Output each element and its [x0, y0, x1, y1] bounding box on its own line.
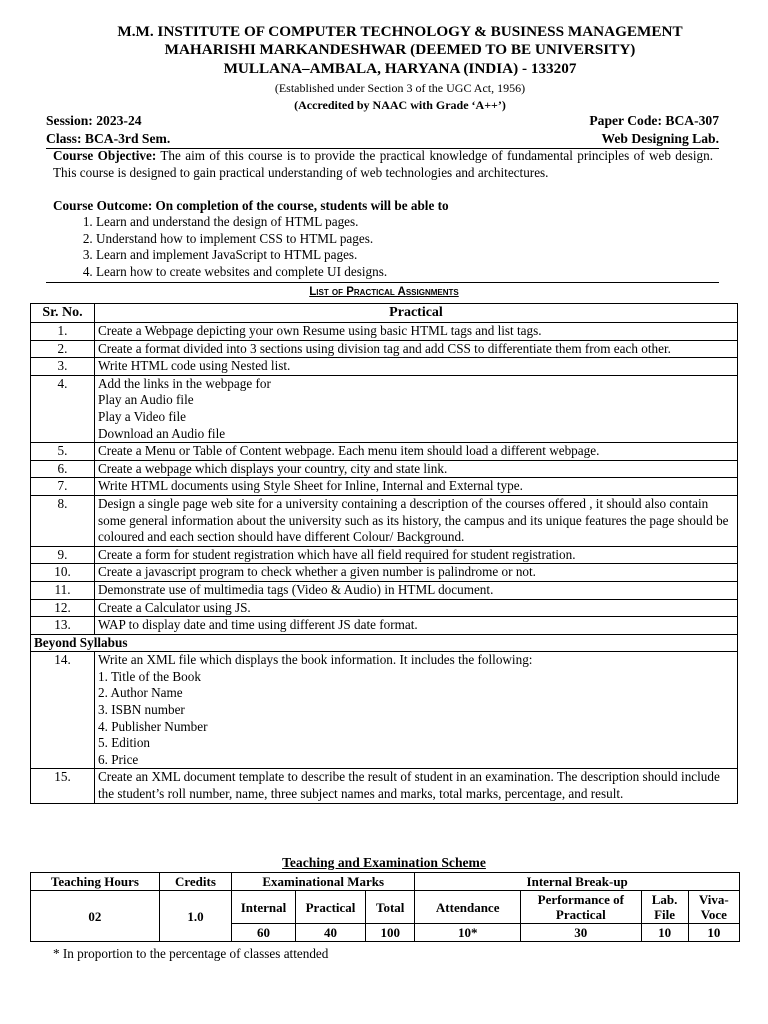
table-row — [31, 358, 738, 376]
credits-value: 1.0 — [159, 891, 231, 942]
internal-breakup-header: Internal Break-up — [415, 873, 740, 891]
paper-code-label: Paper Code: BCA-307 — [589, 113, 719, 128]
practical-text: 3. ISBN number — [98, 702, 185, 718]
beyond-syllabus-label: Beyond Syllabus — [31, 634, 738, 652]
institute-name: M.M. INSTITUTE OF COMPUTER TECHNOLOGY & BUSINESS MANAGEMENT — [117, 23, 683, 40]
university-address: MULLANA–AMBALA, HARYANA (INDIA) - 133207 — [223, 60, 577, 77]
list-item: 2. Understand how to implement CSS to HTML pages. — [96, 231, 756, 248]
course-outcome-list — [53, 214, 756, 280]
course-outcome-heading: Course Outcome: On completion of the course, students will be able to — [53, 198, 449, 213]
footnote: * In proportion to the percentage of classes attended — [53, 946, 329, 961]
practical-cell — [95, 769, 738, 803]
sr-no-cell: 12. — [31, 599, 95, 617]
practical-text: 1. Title of the Book — [98, 668, 201, 684]
practical-text: Design a single page web site for a university containing a description of the courses offered , it should also contain some general information about the university such as its history, the campus and its unique features the page should be coloured and each section should have different Colour/ Background. — [98, 495, 729, 545]
internal-value: 60 — [232, 924, 296, 942]
practical-text: 4. Publisher Number — [98, 718, 208, 734]
table-row — [31, 323, 738, 341]
table-row — [31, 460, 738, 478]
practical-text: 5. Edition — [98, 735, 151, 751]
practical-cell — [95, 460, 738, 478]
column-header-sr-no: Sr. No. — [31, 304, 95, 323]
lab-file-header: Lab. File — [641, 891, 688, 924]
practical-text: Create a javascript program to check whether a given number is palindrome or not. — [98, 564, 536, 580]
class-label: Class: BCA-3rd Sem. — [46, 131, 171, 146]
list-item: 1. Learn and understand the design of HTML pages. — [96, 214, 756, 231]
practical-text: Write HTML documents using Style Sheet for Inline, Internal and External type. — [98, 478, 523, 494]
credits-header: Credits — [159, 873, 231, 891]
practical-cell — [95, 375, 738, 442]
sr-no-cell: 5. — [31, 443, 95, 461]
sr-no-cell: 14. — [31, 652, 95, 769]
column-header-practical: Practical — [95, 304, 738, 323]
practical-cell — [95, 443, 738, 461]
practical-list-title: List of Practical Assignments — [309, 286, 459, 298]
practical-cell — [95, 564, 738, 582]
sr-no-cell: 7. — [31, 478, 95, 496]
practical-text: 2. Author Name — [98, 685, 183, 701]
establishment-note: (Established under Section 3 of the UGC Act, 1956) — [274, 81, 526, 95]
sr-no-cell: 2. — [31, 340, 95, 358]
practical-cell — [95, 340, 738, 358]
practical-text: Write an XML file which displays the book information. It includes the following: — [98, 652, 533, 668]
exam-marks-header: Examinational Marks — [232, 873, 415, 891]
practical-text: WAP to display date and time using different JS date format. — [98, 617, 418, 633]
performance-value: 30 — [521, 924, 641, 942]
practical-header: Practical — [295, 891, 365, 924]
course-objective-text: The aim of this course is to provide the practical knowledge of fundamental principles of web design. This course is designed to gain practical understanding of web technologies and architectures. — [53, 148, 714, 180]
practical-text: 6. Price — [98, 751, 139, 767]
viva-voce-value: 10 — [688, 924, 739, 942]
course-objective — [53, 148, 713, 181]
beyond-syllabus-row — [31, 634, 738, 652]
sr-no-cell: 9. — [31, 546, 95, 564]
table-row — [31, 478, 738, 496]
scheme-title: Teaching and Examination Scheme — [282, 855, 486, 870]
teaching-hours-value: 02 — [31, 891, 160, 942]
attendance-header: Attendance — [415, 891, 521, 924]
table-row — [31, 375, 738, 442]
attendance-value: 10* — [415, 924, 521, 942]
practical-text: Create a form for student registration which have all field required for student registration. — [98, 546, 576, 562]
table-row — [31, 340, 738, 358]
sr-no-cell: 1. — [31, 323, 95, 341]
table-row — [31, 891, 740, 924]
scheme-table — [30, 872, 740, 942]
lab-file-value: 10 — [641, 924, 688, 942]
sr-no-cell: 8. — [31, 495, 95, 546]
list-item: 4. Learn how to create websites and complete UI designs. — [96, 264, 756, 281]
accreditation-note: (Accredited by NAAC with Grade ‘A++’) — [294, 98, 506, 112]
internal-header: Internal — [232, 891, 296, 924]
sr-no-cell: 10. — [31, 564, 95, 582]
list-item: 3. Learn and implement JavaScript to HTML pages. — [96, 247, 756, 264]
practical-cell — [95, 617, 738, 635]
practical-text: Download an Audio file — [98, 425, 226, 441]
practical-text: Create a Menu or Table of Content webpage. Each menu item should load a different webpage. — [98, 443, 600, 459]
course-name: Web Designing Lab. — [601, 131, 719, 146]
practical-table-body — [31, 323, 738, 804]
sr-no-cell: 3. — [31, 358, 95, 376]
table-header-row — [31, 304, 738, 323]
total-header: Total — [366, 891, 415, 924]
table-row — [31, 873, 740, 891]
practical-text: Create a Webpage depicting your own Resume using basic HTML tags and list tags. — [98, 323, 542, 338]
practical-cell — [95, 478, 738, 496]
session-label: Session: 2023-24 — [46, 113, 142, 128]
practical-cell — [95, 652, 738, 769]
practical-text: Add the links in the webpage for — [98, 375, 271, 391]
practical-text: Write HTML code using Nested list. — [98, 358, 291, 374]
practical-value: 40 — [295, 924, 365, 942]
viva-voce-header: Viva-Voce — [688, 891, 739, 924]
sr-no-cell: 4. — [31, 375, 95, 442]
performance-header: Performance of Practical — [521, 891, 641, 924]
practical-cell — [95, 358, 738, 376]
practical-cell — [95, 546, 738, 564]
university-name: MAHARISHI MARKANDESHWAR (DEEMED TO BE UNIVERSITY) — [164, 41, 636, 58]
table-row — [31, 617, 738, 635]
outcome-divider — [46, 282, 719, 283]
teaching-hours-header: Teaching Hours — [31, 873, 160, 891]
table-row — [31, 546, 738, 564]
practical-cell — [95, 599, 738, 617]
practical-text: Create a format divided into 3 sections using division tag and add CSS to differentiate them from each other. — [98, 340, 671, 356]
table-row — [31, 495, 738, 546]
table-row — [31, 581, 738, 599]
practical-text: Create a webpage which displays your country, city and state link. — [98, 460, 448, 476]
practical-cell — [95, 323, 738, 341]
table-row — [31, 443, 738, 461]
practical-table — [30, 303, 738, 804]
sr-no-cell: 13. — [31, 617, 95, 635]
sr-no-cell: 15. — [31, 769, 95, 803]
practical-text: Play a Video file — [98, 408, 186, 424]
sr-no-cell: 11. — [31, 581, 95, 599]
practical-text: Play an Audio file — [98, 392, 194, 408]
practical-text: Create an XML document template to describe the result of student in an examination. The description should include the student’s roll number, name, three subject names and marks, total marks, percentage, and result. — [98, 769, 720, 802]
practical-text: Create a Calculator using JS. — [98, 599, 251, 615]
practical-cell — [95, 581, 738, 599]
table-row — [31, 599, 738, 617]
course-objective-label: Course Objective: — [53, 148, 157, 163]
table-row — [31, 564, 738, 582]
table-row — [31, 652, 738, 769]
sr-no-cell: 6. — [31, 460, 95, 478]
practical-cell — [95, 495, 738, 546]
table-row — [31, 769, 738, 803]
practical-text: Demonstrate use of multimedia tags (Video & Audio) in HTML document. — [98, 581, 494, 597]
total-value: 100 — [366, 924, 415, 942]
